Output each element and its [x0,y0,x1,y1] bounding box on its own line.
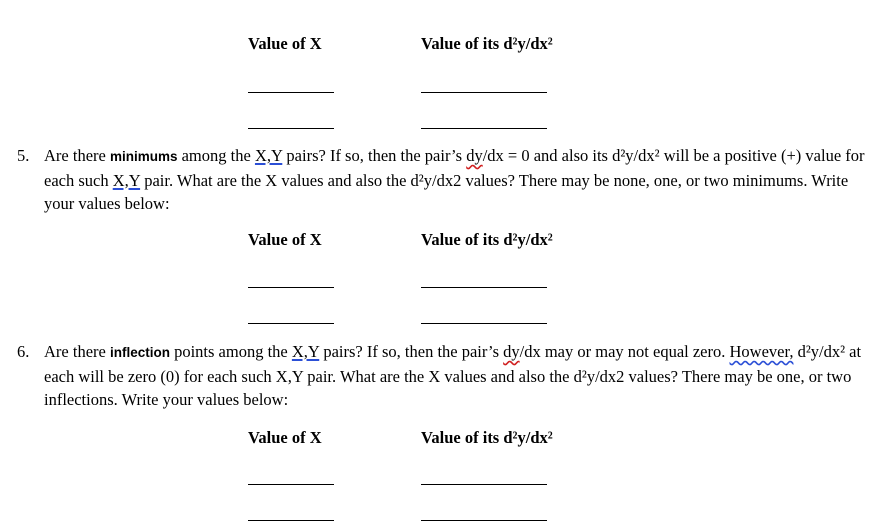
answer-blank-d2y[interactable] [421,92,547,93]
xy-term: X,Y [291,342,320,361]
answer-blank-x[interactable] [248,484,334,485]
question-5 [17,144,867,216]
grammar-flag: However, [729,342,794,361]
keyword: inflection [109,345,170,360]
header-value-of-x: Value of X [248,230,322,249]
question-text: Are there minimums among the X,Y pairs? If so, then the pair’s dy/dx = 0 and also its d²y/dx² will be a positive (+) value for each such X,Y pair. What are the X values and also the d²y/dx2 values? There may be none, one, or two minimums. Write your values below: [44,146,865,213]
answer-blank-x[interactable] [248,287,334,288]
header-value-of-d2y: Value of its d²y/dx² [421,428,553,447]
spell-flag: dy [503,342,520,361]
question-6 [17,340,867,412]
answer-blank-x[interactable] [248,323,334,324]
keyword: minimums [109,149,178,164]
question-text: Are there inflection points among the X,Y pairs? If so, then the pair’s dy/dx may or may not equal zero. However, d²y/dx² at each will be zero (0) for each such X,Y pair. What are the X values and also the d²y/dx2 values? There may be one, or two inflections. Write your values below: [44,342,862,409]
answer-blank-x[interactable] [248,128,334,129]
xy-term: X,Y [112,170,141,190]
answer-blank-x[interactable] [248,520,334,521]
answer-blank-d2y[interactable] [421,128,547,129]
header-value-of-x: Value of X [248,428,322,447]
answer-blank-d2y[interactable] [421,484,547,485]
question-number: 5. [17,146,30,165]
header-value-of-d2y: Value of its d²y/dx² [421,34,553,53]
answer-blank-d2y[interactable] [421,323,547,324]
question-number: 6. [17,342,30,361]
spell-flag: dy [466,146,483,165]
header-value-of-x: Value of X [248,34,322,53]
answer-blank-d2y[interactable] [421,520,547,521]
answer-blank-x[interactable] [248,92,334,93]
xy-term: X,Y [254,146,283,165]
header-value-of-d2y: Value of its d²y/dx² [421,230,553,249]
answer-blank-d2y[interactable] [421,287,547,288]
